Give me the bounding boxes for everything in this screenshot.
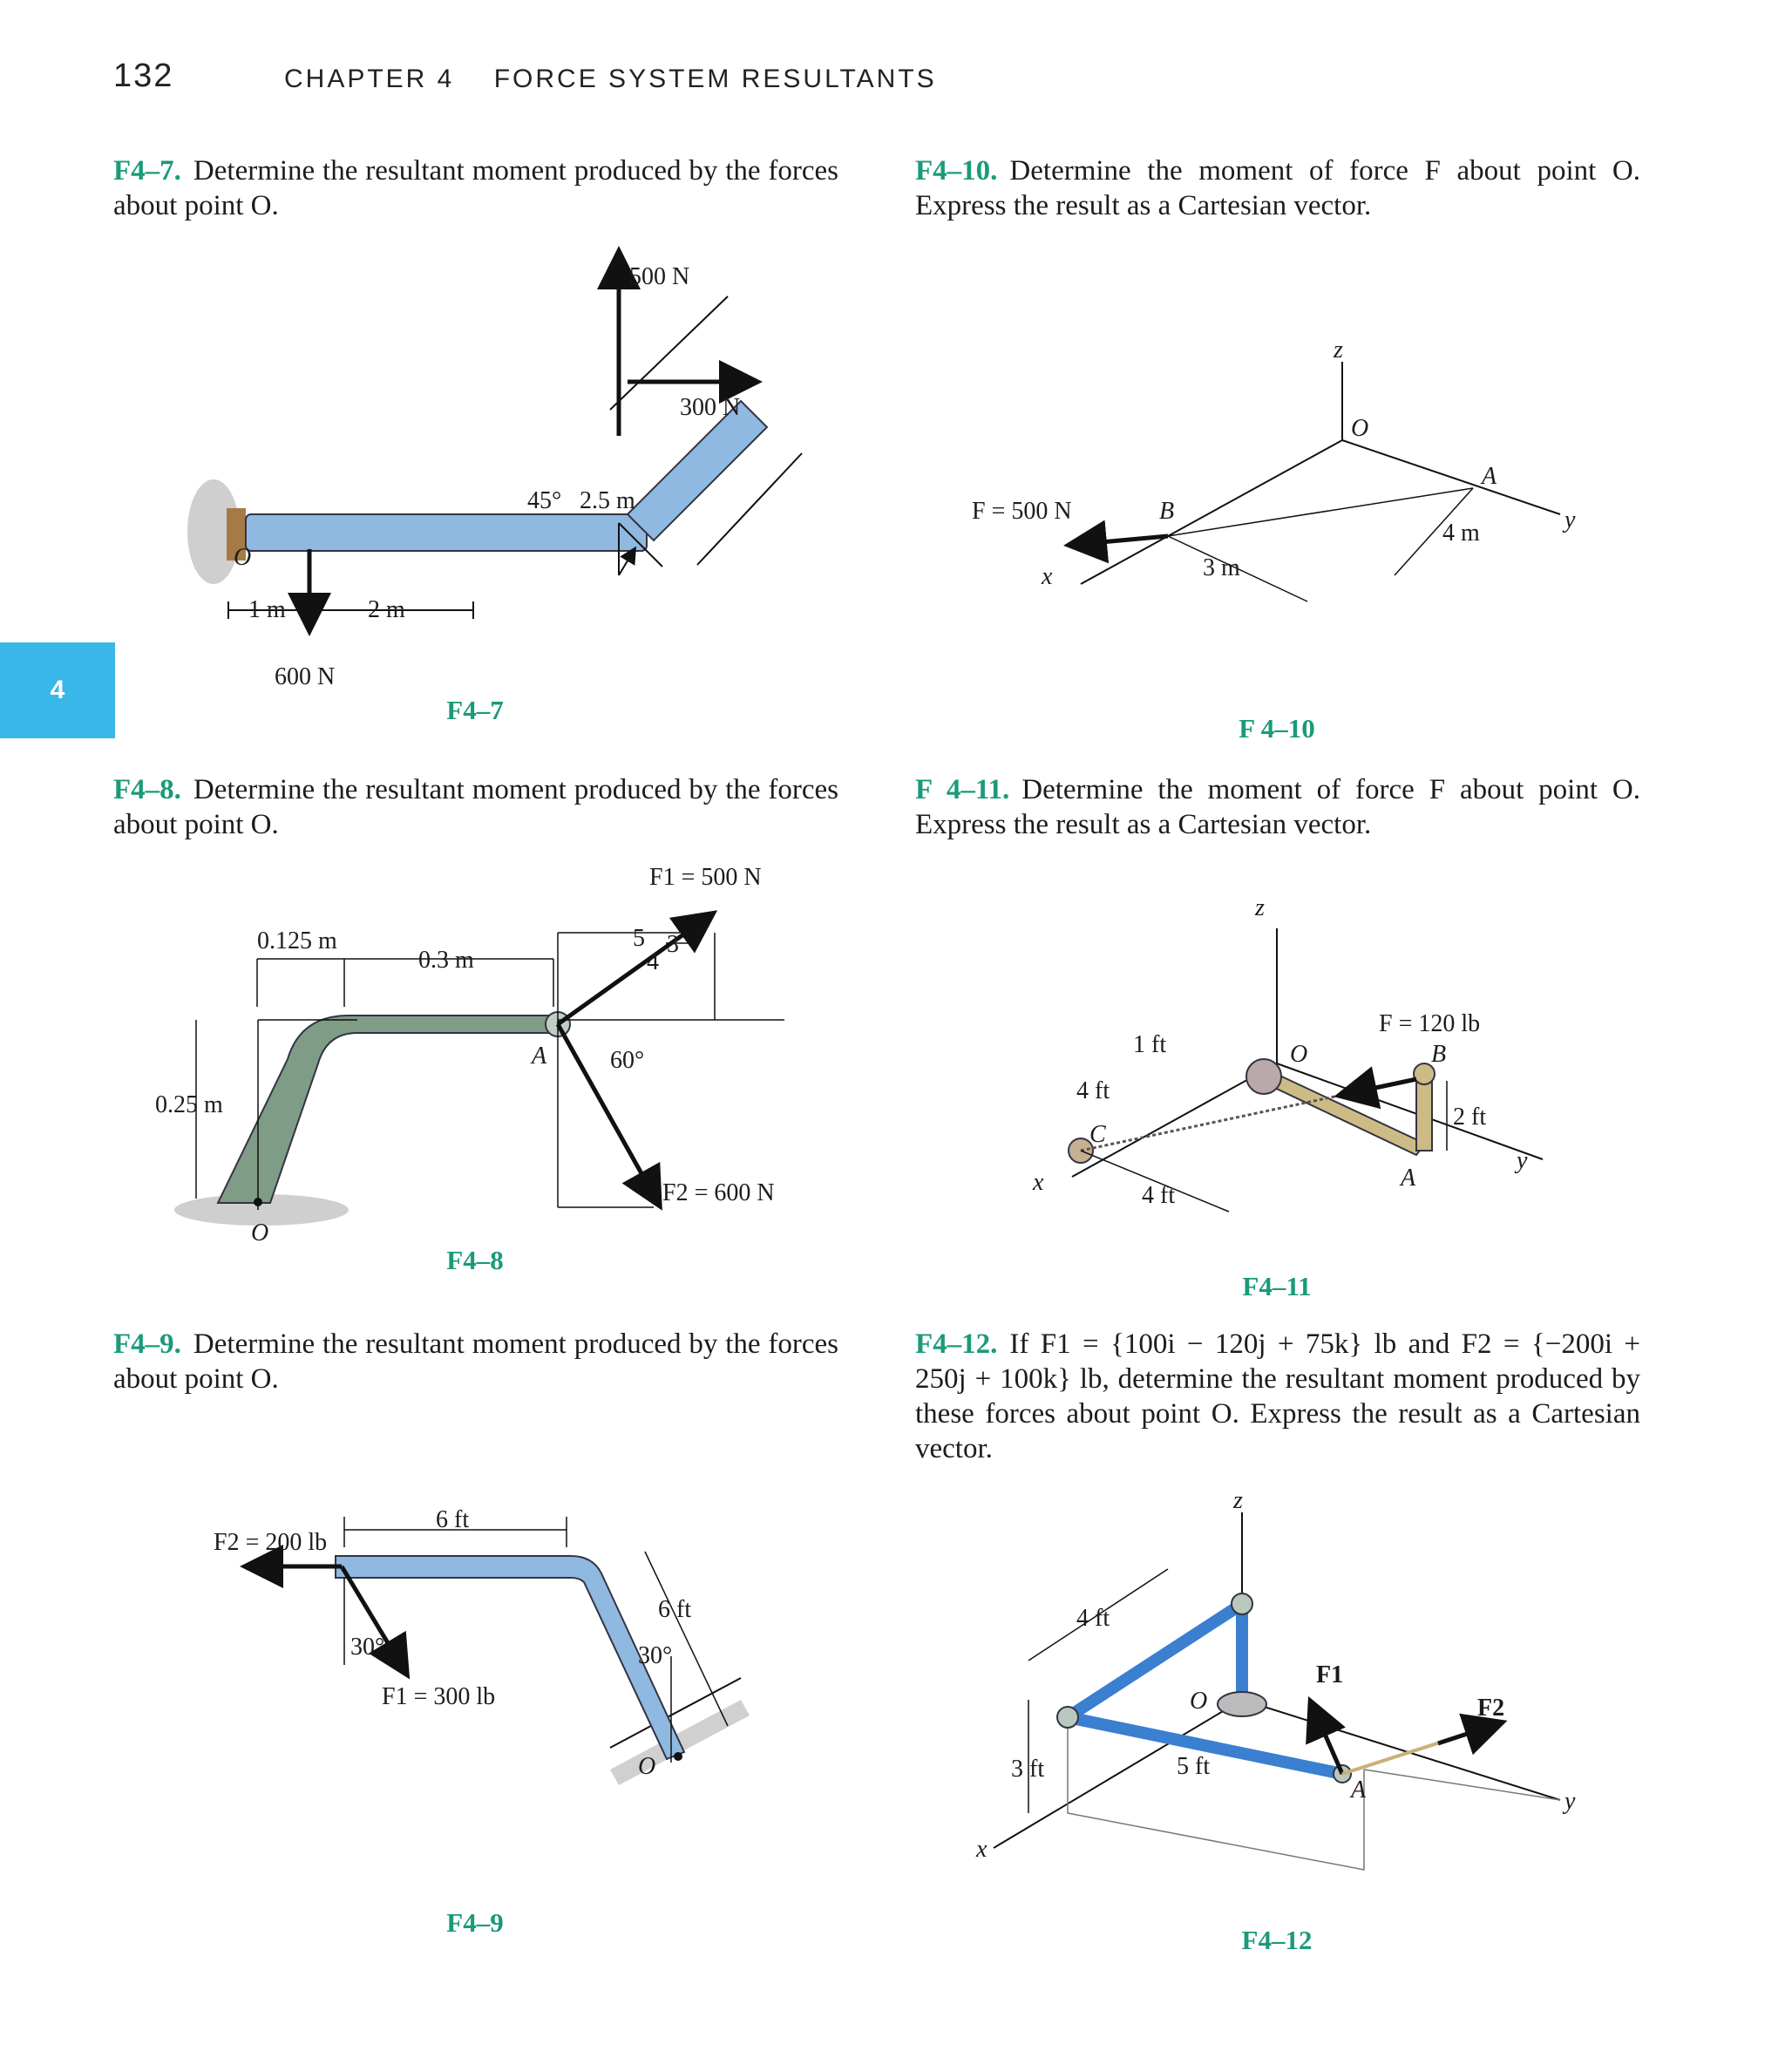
label-y: y [1564,1788,1576,1815]
page-number: 132 [113,58,174,94]
label-x: x [976,1836,988,1863]
label-f2: F2 [1477,1695,1505,1722]
problem-number: F4–9. [113,1328,181,1360]
label-y: y [1517,1147,1528,1174]
label-3m: 3 m [1203,554,1240,581]
label-point-b: B [1431,1041,1447,1068]
label-1ft: 1 ft [1133,1031,1167,1058]
label-slope-3: 3 [667,931,679,958]
label-3ft: 3 ft [1011,1756,1045,1783]
label-4ft-b: 4 ft [1142,1182,1176,1209]
figure-f4-9 [183,1482,793,1796]
figure-f4-10 [959,323,1604,619]
label-y: y [1564,506,1576,533]
label-f1: F1 [1316,1661,1344,1688]
label-4ft: 4 ft [1076,1605,1110,1632]
label-30deg-2: 30° [638,1642,673,1669]
problem-text: If F1 = {100i − 120j + 75k} lb and F2 = {−200i + 250j + 100k} lb, determine the resultant moment produced by these forces about point O. Express the result as a Cartesian vector. [915,1328,1640,1464]
problem-f4-10 [915,153,1640,223]
label-0125m: 0.125 m [257,927,337,954]
figure-f4-7 [174,235,837,724]
chapter-title: FORCE SYSTEM RESULTANTS [493,65,937,93]
chapter-tab: 4 [0,642,115,738]
label-length-diag: 2.5 m [580,487,635,514]
caption-f4-7: F4–7 [446,695,504,725]
label-point-c: C [1089,1121,1106,1148]
label-point-a: A [1401,1165,1416,1192]
problem-number: F 4–11. [915,774,1010,805]
label-point-a: A [532,1043,547,1070]
label-f1: F1 = 300 lb [382,1683,496,1710]
label-4ft-a: 4 ft [1076,1077,1110,1104]
figure-f4-12 [959,1473,1604,1874]
label-6ft-diag: 6 ft [658,1596,692,1623]
problem-number: F4–12. [915,1328,998,1360]
label-z: z [1255,894,1265,921]
label-x: x [1033,1169,1044,1196]
label-500n: 500 N [629,263,690,290]
label-x: x [1042,563,1053,590]
label-2m: 2 m [368,596,405,623]
running-head [284,65,937,94]
label-force: F = 500 N [972,498,1072,525]
problem-f4-7 [113,153,838,223]
label-slope-5: 5 [633,925,645,952]
problem-text: Determine the resultant moment produced by the forces about point O. [113,774,838,840]
problem-number: F4–8. [113,774,181,805]
problem-f4-11 [915,772,1640,842]
problem-number: F4–7. [113,155,181,187]
label-30deg-1: 30° [350,1634,385,1661]
chapter-label: CHAPTER 4 [284,65,455,93]
label-angle: 45° [527,487,562,514]
label-1m: 1 m [248,596,286,623]
label-4m: 4 m [1442,520,1480,547]
label-force: F = 120 lb [1379,1010,1481,1037]
label-z: z [1334,336,1343,363]
label-point-o: O [1351,415,1369,442]
problem-f4-8 [113,772,838,842]
caption-f4-12: F4–12 [1241,1925,1313,1955]
label-point-o: O [234,544,252,571]
problem-f4-9 [113,1327,838,1396]
label-300n: 300 N [680,394,741,421]
label-point-a: A [1482,463,1497,490]
problem-f4-12 [915,1327,1640,1466]
label-slope-4: 4 [647,948,659,975]
problem-text: Determine the resultant moment produced by the forces about point O. [113,155,838,221]
label-point-a: A [1351,1776,1367,1804]
label-point-o: O [1290,1041,1308,1068]
problem-text: Determine the moment of force F about point O. Express the result as a Cartesian vector. [915,774,1640,840]
caption-f4-9: F4–9 [446,1907,504,1938]
label-600n: 600 N [275,663,336,690]
problem-number: F4–10. [915,155,998,187]
label-point-o: O [251,1219,269,1247]
caption-f4-8: F4–8 [446,1245,504,1275]
label-point-o: O [1190,1688,1208,1715]
label-point-b: B [1159,498,1175,525]
label-z: z [1233,1487,1243,1514]
figure-f4-8 [139,859,819,1260]
label-03m: 0.3 m [418,947,474,974]
label-point-o: O [638,1753,656,1780]
label-2ft: 2 ft [1453,1104,1487,1131]
label-f2: F2 = 200 lb [214,1529,328,1556]
label-025m: 0.25 m [155,1091,223,1118]
label-f1: F1 = 500 N [649,864,762,891]
caption-f4-11: F4–11 [1242,1271,1312,1301]
label-6ft-top: 6 ft [436,1506,470,1533]
caption-f4-10: F 4–10 [1239,713,1315,744]
label-f2: F2 = 600 N [662,1179,775,1206]
figure-f4-11 [1002,889,1612,1255]
label-60deg: 60° [610,1047,645,1074]
problem-text: Determine the moment of force F about point O. Express the result as a Cartesian vector. [915,155,1640,221]
label-5ft: 5 ft [1177,1753,1211,1780]
problem-text: Determine the resultant moment produced by the forces about point O. [113,1328,838,1395]
